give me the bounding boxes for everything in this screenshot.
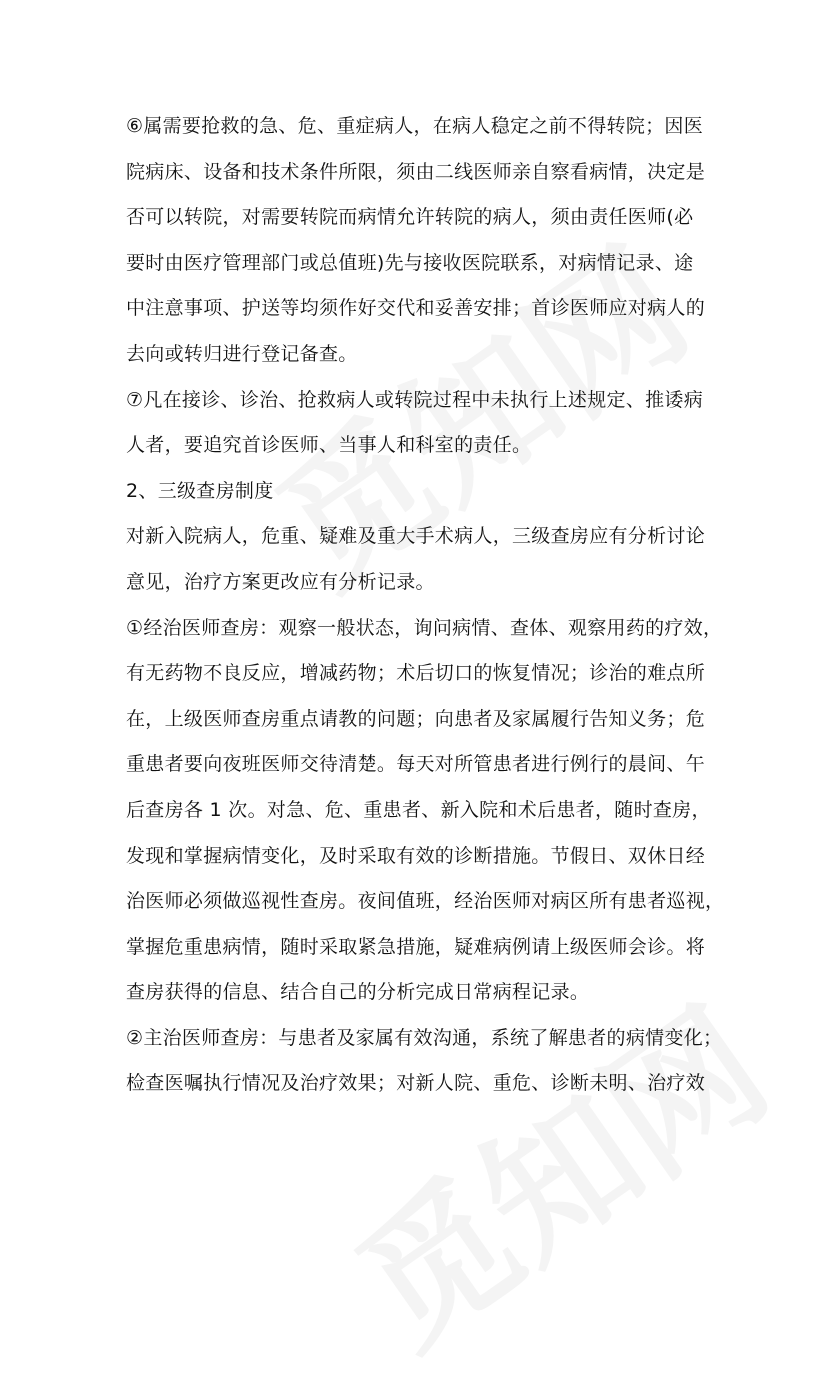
- text-line: 查房获得的信息、结合自己的分析完成日常病程记录。: [126, 981, 590, 1004]
- text-line: ②主治医师查房：与患者及家属有效沟通，系统了解患者的病情变化；: [126, 1026, 723, 1049]
- text-line: 发现和掌握病情变化，及时采取有效的诊断措施。节假日、双休日经: [126, 844, 706, 867]
- text-line: 要时由医疗管理部门或总值班)先与接收医院联系，对病情记录、途: [126, 251, 694, 274]
- text-line: 后查房各 1 次。对急、危、重患者、新入院和术后患者，随时查房，: [126, 798, 711, 821]
- text-line: 掌握危重患病情，随时采取紧急措施，疑难病例请上级医师会诊。将: [126, 935, 706, 958]
- document-body: [126, 104, 725, 1107]
- text-line: 院病床、设备和技术条件所限，须由二线医师亲自察看病情，决定是: [126, 160, 706, 183]
- text-line: 人者，要追究首诊医师、当事人和科室的责任。: [126, 434, 532, 457]
- text-line: ⑥属需要抢救的急、危、重症病人，在病人稳定之前不得转院；因医: [126, 115, 704, 137]
- text-line: 检查医嘱执行情况及治疗效果；对新人院、重危、诊断未明、治疗效: [126, 1072, 706, 1095]
- text-line: 中注意事项、护送等均须作好交代和妥善安排；首诊医师应对病人的: [126, 297, 706, 320]
- text-line: 意见，治疗方案更改应有分析记录。: [126, 570, 435, 593]
- text-line: 去向或转归进行登记备查。: [126, 342, 358, 365]
- section-heading: 2、三级查房制度: [126, 479, 274, 502]
- text-line: 否可以转院，对需要转院而病情允许转院的病人，须由责任医师(必: [126, 206, 694, 229]
- text-line: 对新入院病人，危重、疑难及重大手术病人，三级查房应有分析讨论: [126, 525, 706, 548]
- text-line: 治医师必须做巡视性查房。夜间值班，经治医师对病区所有患者巡视，: [126, 890, 725, 913]
- text-line: ⑦凡在接诊、诊治、抢救病人或转院过程中未执行上述规定、推诿病: [126, 388, 704, 411]
- text-line: 重患者要向夜班医师交待清楚。每天对所管患者进行例行的晨间、午: [126, 753, 706, 776]
- text-line: 有无药物不良反应，增减药物；术后切口的恢复情况；诊治的难点所: [126, 662, 706, 685]
- text-line: 在，上级医师查房重点请教的问题；向患者及家属履行告知义务；危: [126, 707, 706, 730]
- text-line: ①经治医师查房：观察一般状态，询问病情、查体、观察用药的疗效，: [126, 616, 723, 639]
